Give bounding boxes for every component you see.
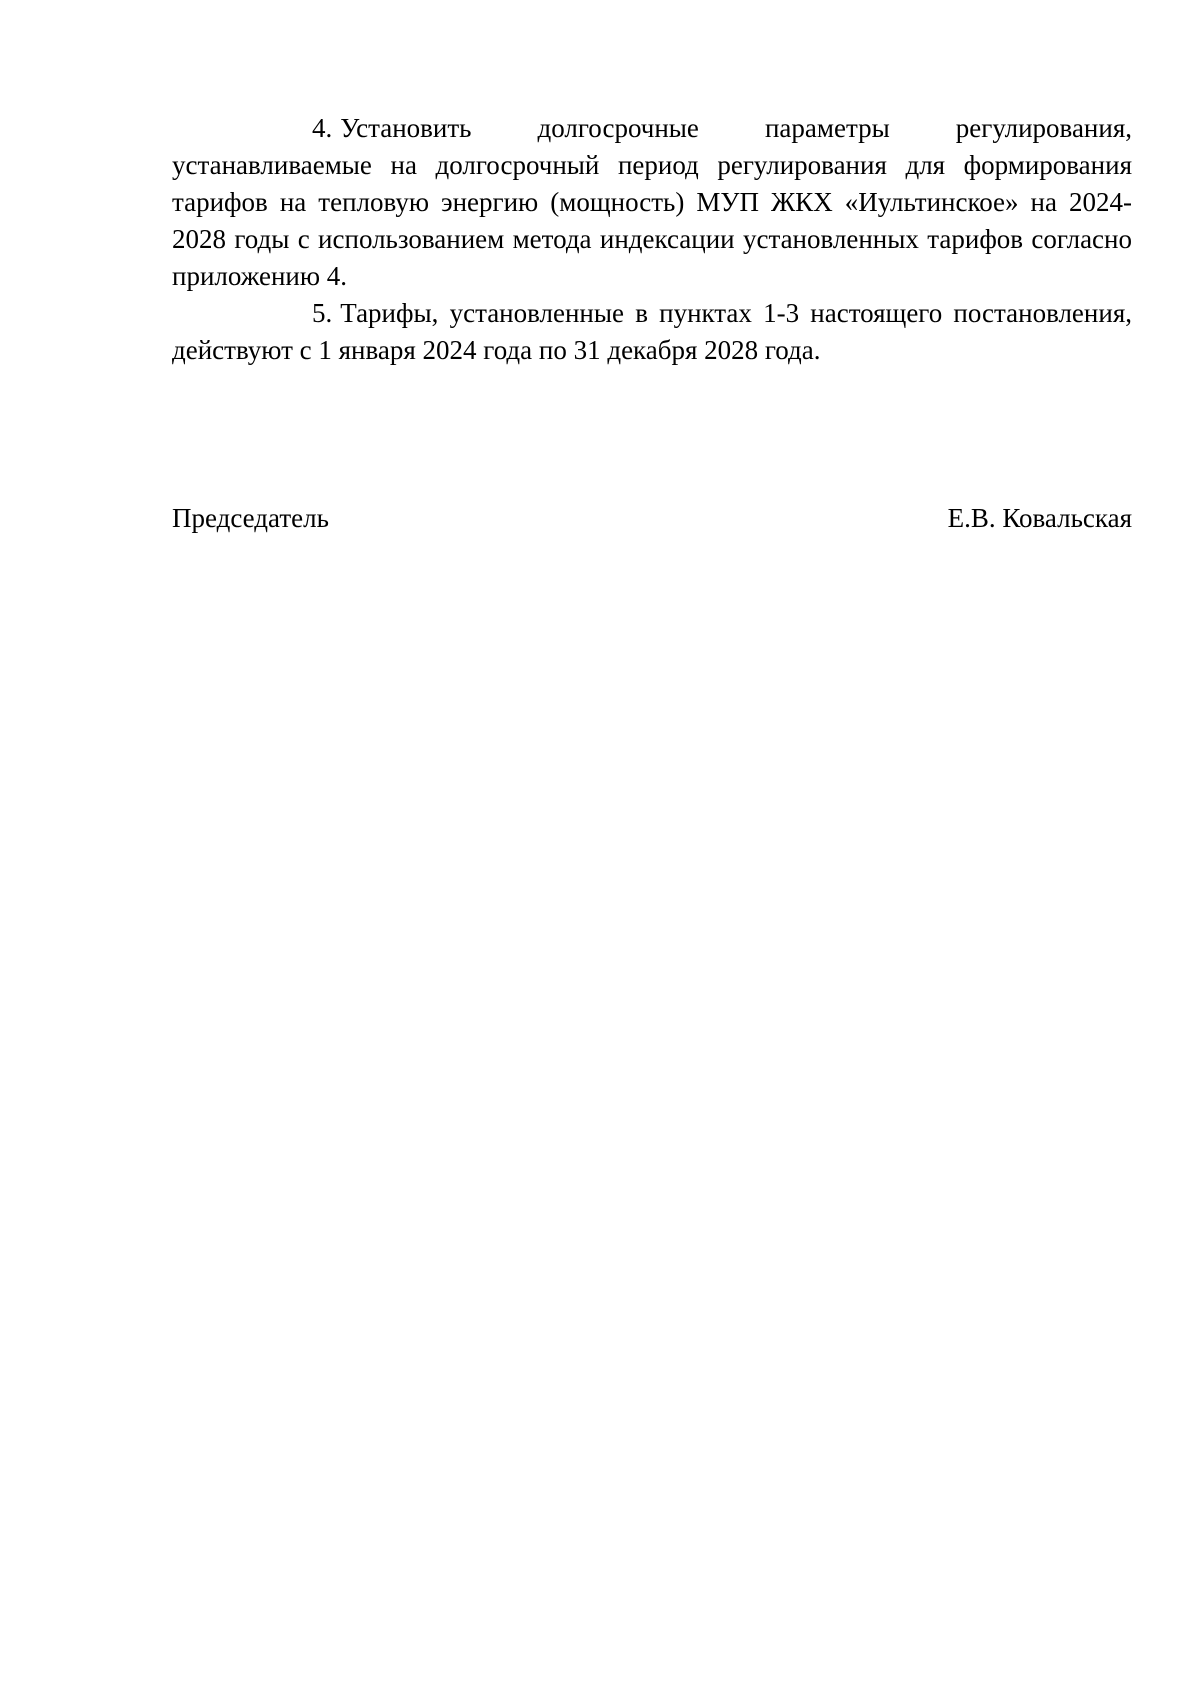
paragraph-4 <box>172 110 1132 295</box>
paragraph-4-text: Установить долгосрочные параметры регулирования, устанавливаемые на долгосрочный период регулирования для формирования тарифов на тепловую энергию (мощность) МУП ЖКХ «Иультинское» на 2024-2028 годы с использованием метода индексации установленных тарифов согласно приложению 4. <box>172 113 1132 291</box>
signature-block <box>172 500 1132 537</box>
paragraph-4-number: 4. <box>312 113 333 143</box>
signatory-name: Е.В. Ковальская <box>947 503 1132 533</box>
signatory-position: Председатель <box>172 503 329 533</box>
paragraph-5 <box>172 295 1132 369</box>
paragraph-5-number: 5. <box>312 298 333 328</box>
paragraph-5-text: Тарифы, установленные в пунктах 1-3 настоящего постановления, действуют с 1 января 2024 года по 31 декабря 2028 года. <box>172 298 1132 365</box>
document-body <box>172 110 1132 369</box>
